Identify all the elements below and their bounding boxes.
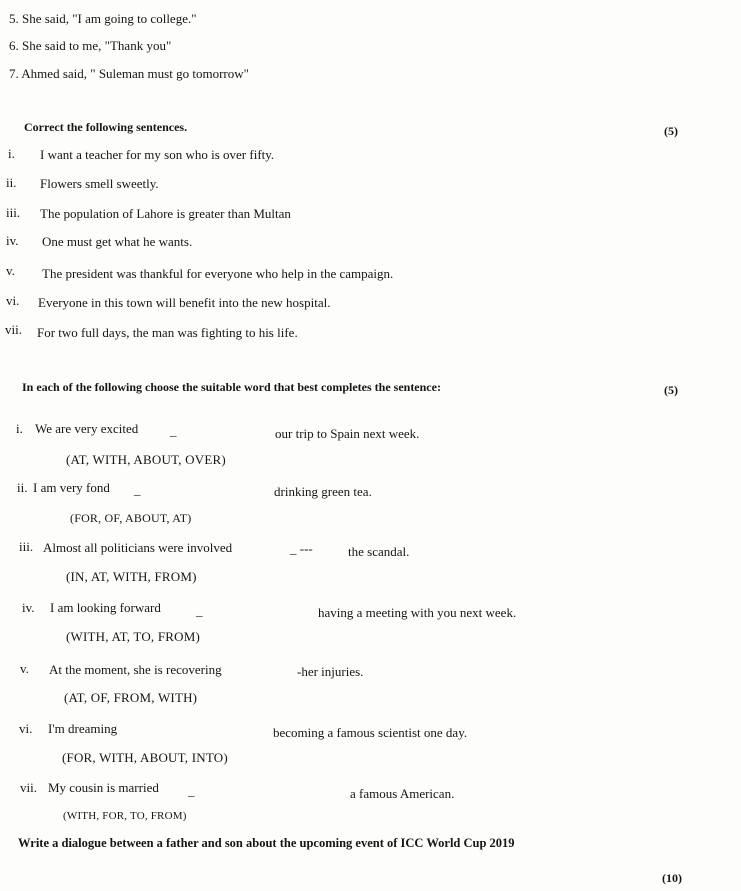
section-heading: Correct the following sentences.: [24, 120, 188, 134]
question-text: My cousin is married: [48, 780, 159, 795]
options: (WITH, AT, TO, FROM): [66, 629, 200, 644]
answer-blank: _: [196, 603, 203, 618]
list-item-text: I want a teacher for my son who is over fifty.: [40, 147, 275, 162]
narration-item: 6. She said to me, "Thank you": [9, 38, 172, 53]
question-text: I am looking forward: [50, 600, 161, 615]
narration-item: 5. She said, "I am going to college.": [9, 11, 197, 26]
section-heading: In each of the following choose the suitable word that best completes the sentence:: [22, 380, 441, 394]
question-text: I am very fond: [33, 480, 110, 495]
options: (WITH, FOR, TO, FROM): [63, 810, 187, 822]
options: (FOR, OF, ABOUT, AT): [70, 511, 192, 525]
answer-blank: _: [134, 482, 141, 497]
answer-blank: _ ---: [290, 541, 313, 556]
question-text: the scandal.: [348, 544, 410, 559]
answer-blank: _: [188, 783, 195, 798]
list-item: vi.: [6, 293, 20, 308]
question-text: drinking green tea.: [274, 484, 372, 499]
narration-item: 7. Ahmed said, " Suleman must go tomorrow": [9, 66, 249, 81]
options: (IN, AT, WITH, FROM): [66, 569, 197, 584]
list-item-text: Flowers smell sweetly.: [40, 176, 159, 191]
list-item: iii.: [6, 205, 21, 220]
section-marks: (5): [664, 383, 678, 397]
question-number: vi.: [19, 721, 33, 736]
question-number: v.: [20, 661, 29, 676]
list-item: vii.: [5, 322, 22, 337]
section-marks: (5): [664, 124, 678, 138]
question-text: a famous American.: [350, 786, 455, 801]
question-text: -her injuries.: [297, 664, 364, 679]
section-heading: Write a dialogue between a father and son about the upcoming event of ICC World Cup 2019: [18, 836, 515, 850]
question-text: Almost all politicians were involved: [43, 540, 233, 555]
list-item: ii.: [6, 175, 17, 190]
question-text: At the moment, she is recovering: [49, 662, 222, 677]
question-text: our trip to Spain next week.: [275, 426, 420, 441]
question-text: We are very excited: [35, 421, 139, 436]
question-text: becoming a famous scientist one day.: [273, 725, 468, 740]
question-number: vii.: [20, 780, 37, 795]
list-item-text: One must get what he wants.: [42, 234, 193, 249]
list-item-text: For two full days, the man was fighting to his life.: [37, 325, 298, 340]
options: (AT, OF, FROM, WITH): [64, 690, 198, 705]
question-number: iii.: [19, 539, 34, 554]
question-number: i.: [16, 421, 23, 436]
question-number: iv.: [22, 600, 35, 615]
section-marks: (10): [662, 871, 682, 885]
list-item-text: Everyone in this town will benefit into the new hospital.: [38, 295, 331, 310]
options: (FOR, WITH, ABOUT, INTO): [62, 750, 228, 765]
options: (AT, WITH, ABOUT, OVER): [66, 452, 226, 467]
question-number: ii.: [17, 480, 28, 495]
question-text: having a meeting with you next week.: [318, 605, 517, 620]
list-item-text: The president was thankful for everyone who help in the campaign.: [42, 266, 394, 281]
question-text: I'm dreaming: [48, 721, 118, 736]
list-item: iv.: [6, 233, 19, 248]
list-item-text: The population of Lahore is greater than Multan: [40, 206, 291, 221]
list-item: v.: [6, 263, 15, 278]
list-item: i.: [8, 146, 15, 161]
answer-blank: _: [170, 423, 177, 438]
